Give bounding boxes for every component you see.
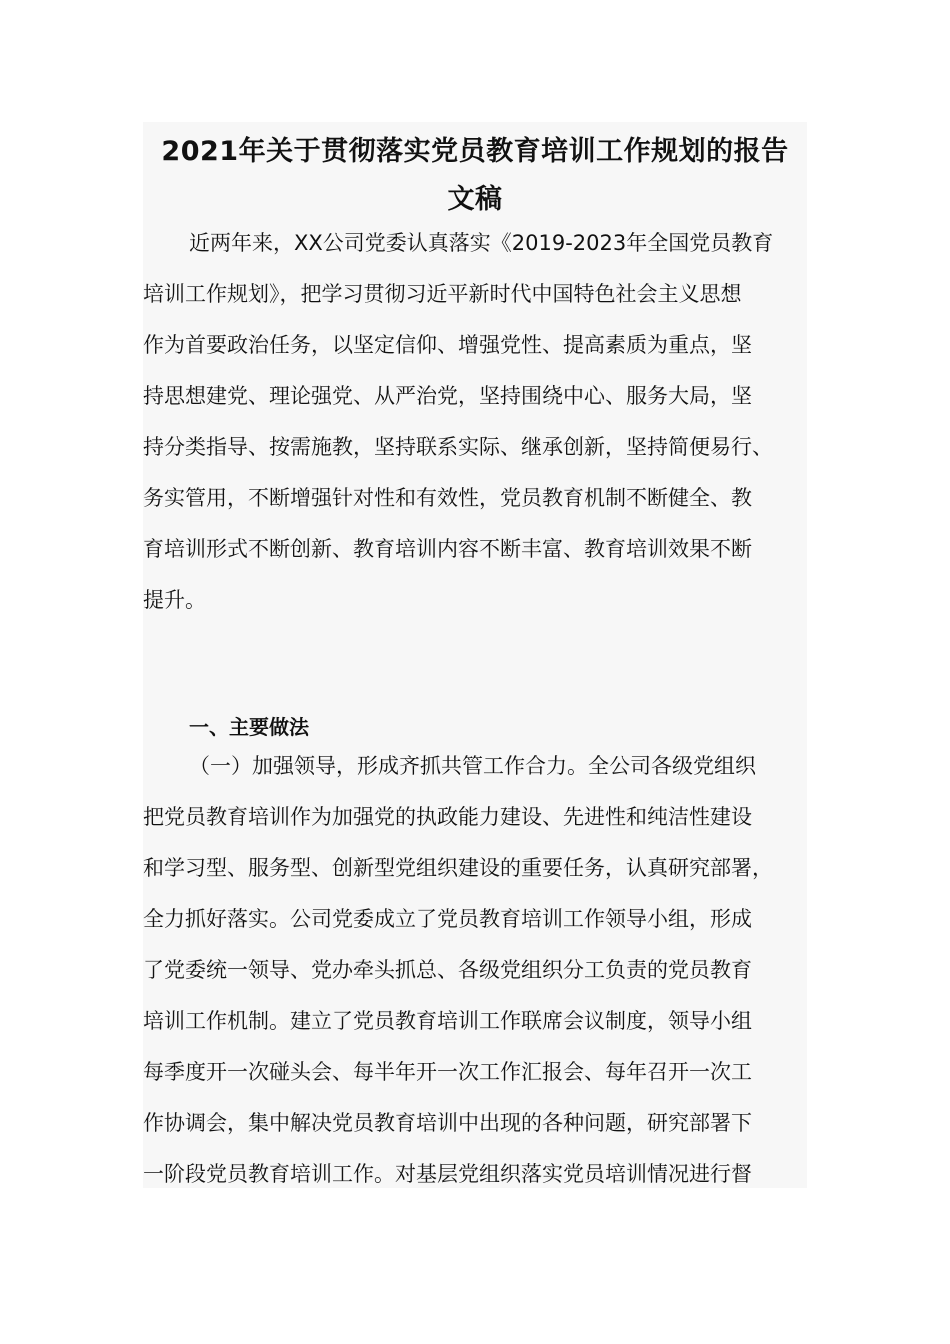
- intro-paragraph: [143, 218, 807, 626]
- paragraph-line: 每季度开一次碰头会、每半年开一次工作汇报会、每年召开一次工: [143, 1060, 752, 1084]
- paragraph-line: 提升。: [143, 588, 206, 612]
- paragraph-line: 了党委统一领导、党办牵头抓总、各级党组织分工负责的党员教育: [143, 958, 752, 982]
- document-title: [143, 128, 807, 224]
- paragraph-line: 全力抓好落实。公司党委成立了党员教育培训工作领导小组，形成: [143, 907, 752, 931]
- paragraph-line: 和学习型、服务型、创新型党组织建设的重要任务，认真研究部署，: [143, 856, 773, 880]
- section-paragraph: [143, 741, 807, 1200]
- paragraph-line: 培训工作机制。建立了党员教育培训工作联席会议制度，领导小组: [143, 1009, 752, 1033]
- paragraph-line: （一）加强领导，形成齐抓共管工作合力。全公司各级党组织: [189, 754, 756, 778]
- title-line-2: 文稿: [447, 184, 503, 215]
- paragraph-line: 持思想建党、理论强党、从严治党，坚持围绕中心、服务大局，坚: [143, 384, 752, 408]
- paragraph-line: 作协调会，集中解决党员教育培训中出现的各种问题，研究部署下: [143, 1111, 752, 1135]
- paragraph-line: 把党员教育培训作为加强党的执政能力建设、先进性和纯洁性建设: [143, 805, 752, 829]
- paragraph-line: 培训工作规划》，把学习贯彻习近平新时代中国特色社会主义思想: [143, 282, 742, 306]
- paragraph-line: 一阶段党员教育培训工作。对基层党组织落实党员培训情况进行督: [143, 1162, 752, 1186]
- paragraph-line: 作为首要政治任务，以坚定信仰、增强党性、提高素质为重点，坚: [143, 333, 752, 357]
- paragraph-line: 持分类指导、按需施教，坚持联系实际、继承创新，坚持简便易行、: [143, 435, 773, 459]
- paragraph-line: 务实管用，不断增强针对性和有效性，党员教育机制不断健全、教: [143, 486, 752, 510]
- paragraph-line: 近两年来，XX公司党委认真落实《2019-2023年全国党员教育: [189, 231, 774, 255]
- paragraph-line: 育培训形式不断创新、教育培训内容不断丰富、教育培训效果不断: [143, 537, 752, 561]
- title-line-1: 2021年关于贯彻落实党员教育培训工作规划的报告: [161, 136, 789, 167]
- section-heading-text: 一、主要做法: [189, 715, 309, 739]
